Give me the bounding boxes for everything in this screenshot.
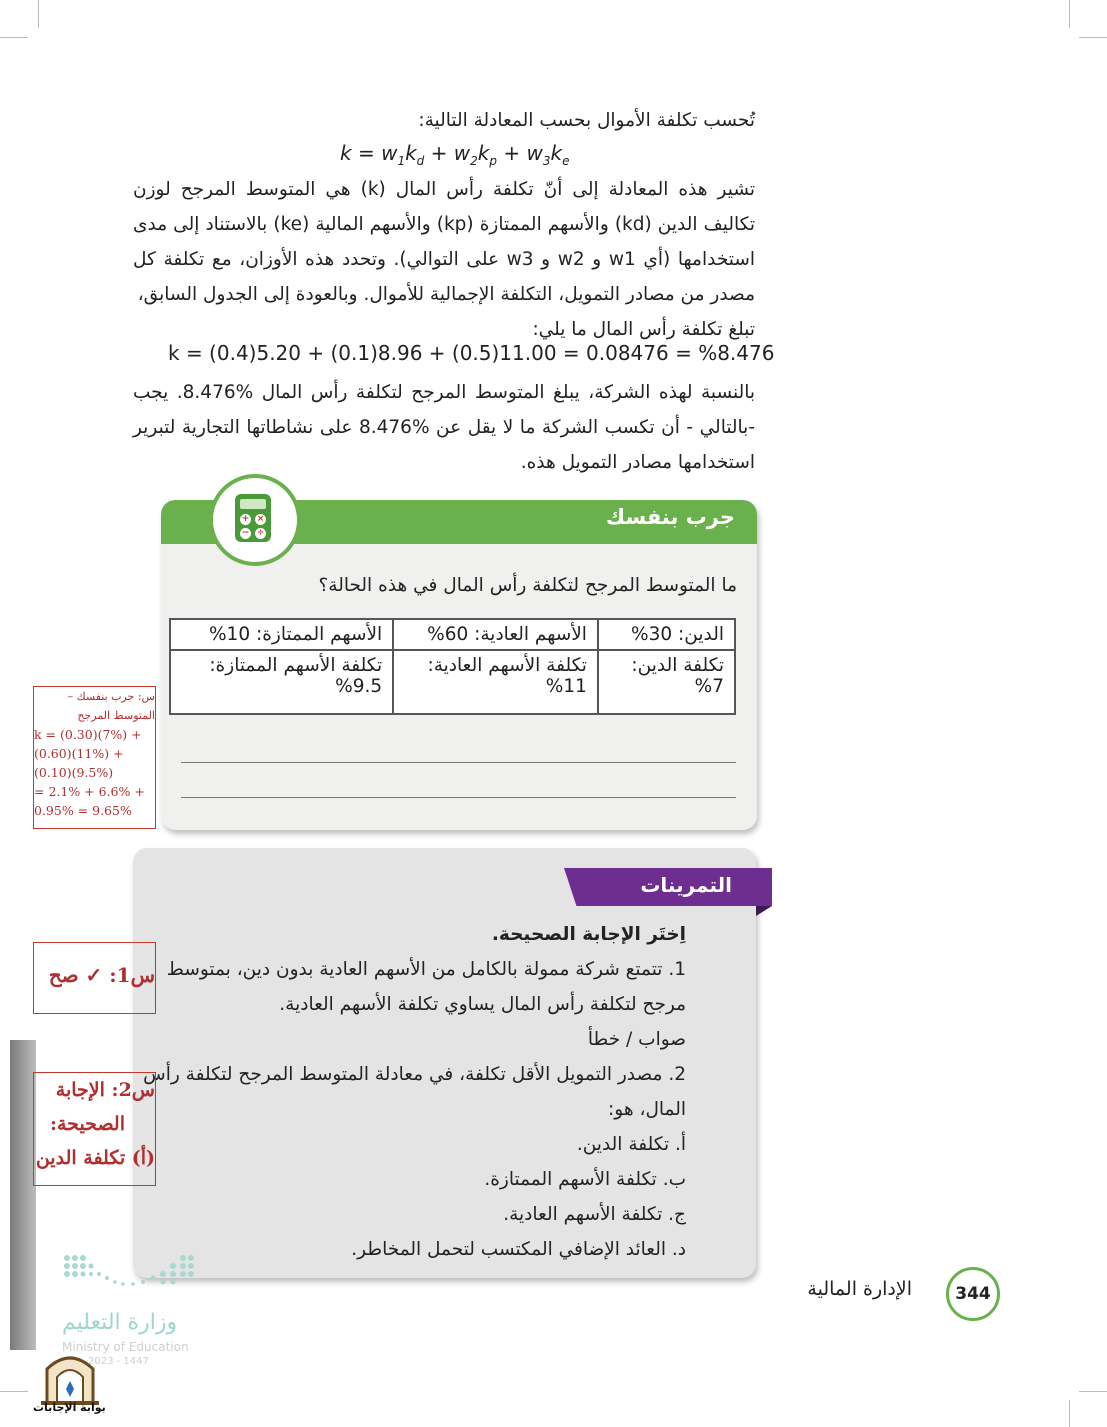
ministry-year: 2023 - 1447 bbox=[88, 1356, 149, 1367]
table-cell: تكلفة الدين: 7% bbox=[598, 650, 735, 714]
calculator-icon: + × − ÷ bbox=[209, 474, 301, 566]
answer-line bbox=[181, 762, 736, 763]
crop-mark bbox=[0, 1391, 28, 1392]
explanation-paragraph: تشير هذه المعادلة إلى أنّ تكلفة رأس المال (k) هي المتوسط المرجح لوزن تكاليف الدين (kd) والأسهم الممتازة (kp) والأسهم المالية (ke) بالاستناد إلى مدى استخدامها (أي w1 و w2 و w3 على التوالي). وتحدد هذه الأوزان، مع تكلفة كل مصدر من مصادر التمويل، التكلفة الإجمالية للأموال. وبالعودة إلى الجدول السابق، تبلغ تكلفة رأس المال ما يلي: bbox=[133, 179, 755, 340]
option-a: أ. تكلفة الدين. bbox=[576, 1134, 686, 1155]
book-title: الإدارة المالية bbox=[807, 1278, 912, 1300]
conclusion-paragraph: بالنسبة لهذه الشركة، يبلغ المتوسط المرجح لتكلفة رأس المال %8.476. يجب -بالتالي - أن تكسب الشركة ما لا يقل عن %8.476 على نشاطاتها التجارية لتبرير استخدامها مصادر التمويل هذه. bbox=[133, 382, 756, 473]
exercises-title: التمرينات bbox=[640, 873, 732, 897]
table-cell: الأسهم الممتازة: 10% bbox=[170, 619, 393, 650]
table-cell: تكلفة الأسهم الممتازة: 9.5% bbox=[170, 650, 393, 714]
table-cell: تكلفة الأسهم العادية: 11% bbox=[393, 650, 598, 714]
handwritten-answer-try-yourself: س: جرب بنفسك – المتوسط المرجح k = (0.30)(7%) + (0.60)(11%) + (0.10)(9.5%) = 2.1% + 6.6% + 0.95% = 9.65% bbox=[33, 686, 156, 829]
crop-mark bbox=[1079, 37, 1107, 38]
question-2-line-1: 2. مصدر التمويل الأقل تكلفة، في معادلة المتوسط المرجح لتكلفة رأس bbox=[143, 1064, 686, 1085]
handwritten-answer-q2: س2: الإجابة الصحيحة: (أ) تكلفة الدين bbox=[33, 1072, 156, 1186]
crop-mark bbox=[38, 0, 39, 28]
ministry-english-name: Ministry of Education bbox=[62, 1340, 189, 1354]
question-1-options: صواب / خطأ bbox=[587, 1029, 686, 1050]
cost-of-funds-equation: $k = w_1k_d + w_2k_p + w_3k_e$ bbox=[340, 141, 570, 168]
question-1-line-2: مرجح لتكلفة رأس المال يساوي تكلفة الأسهم العادية. bbox=[279, 994, 686, 1015]
table-row bbox=[170, 650, 735, 714]
crop-mark bbox=[1069, 0, 1070, 28]
table-row bbox=[170, 619, 735, 650]
handwritten-answer-q1: س1: ✓ صح bbox=[33, 942, 156, 1014]
answer-line bbox=[181, 797, 736, 798]
capital-structure-table bbox=[169, 618, 736, 715]
ministry-arabic-name: وزارة التعليم bbox=[62, 1310, 178, 1335]
try-yourself-question: ما المتوسط المرجح لتكلفة رأس المال في هذه الحالة؟ bbox=[318, 575, 737, 596]
page-number: 344 bbox=[946, 1267, 1000, 1321]
exercise-instruction: اِختَر الإجابة الصحيحة. bbox=[491, 924, 686, 945]
crop-mark bbox=[1079, 1391, 1107, 1392]
option-d: د. العائد الإضافي المكتسب لتحمل المخاطر. bbox=[351, 1239, 686, 1260]
question-1-line-1: 1. تتمتع شركة ممولة بالكامل من الأسهم العادية بدون دين، بمتوسط bbox=[166, 959, 686, 980]
crop-mark bbox=[0, 37, 28, 38]
ministry-logo-icon bbox=[63, 1252, 198, 1294]
table-cell: الدين: 30% bbox=[598, 619, 735, 650]
crop-mark bbox=[1069, 1400, 1070, 1427]
answers-portal-label: بوابة الإجابات bbox=[33, 1401, 106, 1414]
try-yourself-title: جرب بنفسك bbox=[605, 505, 735, 529]
table-cell: الأسهم العادية: 60% bbox=[393, 619, 598, 650]
wacc-calculation-equation: k = (0.4)5.20 + (0.1)8.96 + (0.5)11.00 = 0.08476 = %8.476 bbox=[168, 341, 775, 365]
intro-text: تُحسب تكلفة الأموال بحسب المعادلة التالية: bbox=[418, 110, 755, 131]
question-2-line-2: المال، هو: bbox=[608, 1099, 686, 1120]
option-c: ج. تكلفة الأسهم العادية. bbox=[503, 1204, 686, 1225]
option-b: ب. تكلفة الأسهم الممتازة. bbox=[484, 1169, 686, 1190]
